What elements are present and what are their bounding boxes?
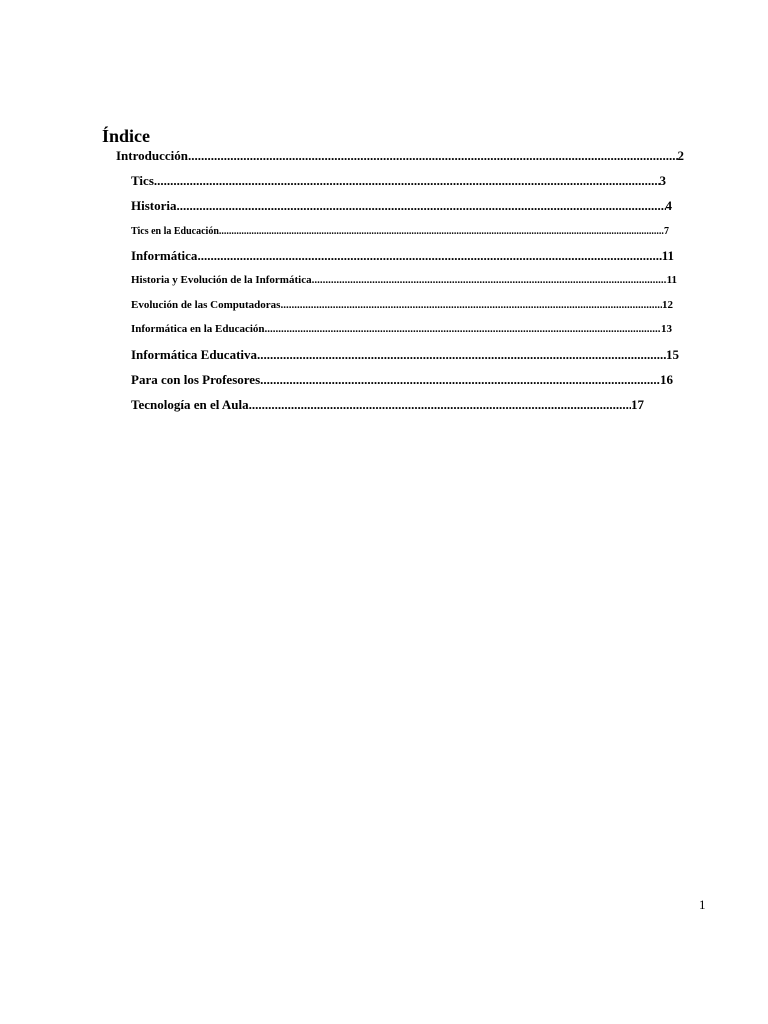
toc-entry-label: Historia y Evolución de la Informática: [131, 274, 312, 286]
toc-entry-page: 16: [660, 372, 673, 387]
dot-leader: [280, 297, 662, 314]
toc-entry[interactable]: [131, 321, 672, 338]
toc-entry[interactable]: [131, 396, 644, 414]
toc-entry-page: 11: [666, 274, 677, 286]
toc-entry[interactable]: [131, 371, 673, 389]
dot-leader: [249, 396, 631, 414]
toc-entry-label: Tics en la Educación: [131, 226, 219, 237]
toc-entry-page: 12: [662, 299, 673, 311]
toc-title: Índice: [102, 126, 151, 146]
toc-entry-page: 11: [661, 248, 674, 263]
toc-entry[interactable]: [131, 172, 666, 190]
dot-leader: [188, 147, 678, 165]
toc-entry[interactable]: [131, 247, 674, 265]
toc-entry-label: Tecnología en el Aula: [131, 397, 249, 412]
toc-entry-label: Informática en la Educación: [131, 323, 265, 335]
toc-entry-page: 4: [665, 198, 672, 213]
toc-entry-label: Informática Educativa: [131, 347, 258, 362]
toc-entry-page: 7: [664, 226, 669, 237]
dot-leader: [260, 371, 660, 389]
toc-entry[interactable]: [116, 147, 684, 165]
toc-entry-label: Informática: [131, 248, 198, 263]
dot-leader: [177, 197, 666, 215]
toc-entry-page: 17: [631, 397, 644, 412]
dot-leader: [197, 247, 661, 265]
dot-leader: [219, 224, 664, 239]
toc-entry-page: 3: [659, 173, 666, 188]
dot-leader: [257, 346, 666, 364]
dot-leader: [312, 272, 667, 289]
toc-entry-label: Historia: [131, 198, 177, 213]
toc-entry[interactable]: [131, 224, 669, 239]
toc-entry-label: Evolución de las Computadoras: [131, 299, 281, 311]
toc-entry[interactable]: [131, 346, 679, 364]
toc-entry[interactable]: [131, 297, 673, 314]
toc-entry-label: Tics: [131, 173, 154, 188]
toc-entry-page: 13: [661, 323, 672, 335]
toc-entry-label: Para con los Profesores: [131, 372, 261, 387]
toc-entry[interactable]: [131, 197, 672, 215]
toc-entry-page: 2: [677, 148, 684, 163]
toc-entry-label: Introducción: [116, 148, 188, 163]
toc-entry[interactable]: [131, 272, 677, 289]
dot-leader: [265, 321, 661, 338]
page-number: 1: [699, 897, 706, 912]
dot-leader: [154, 172, 660, 190]
toc-entry-page: 15: [666, 347, 679, 362]
